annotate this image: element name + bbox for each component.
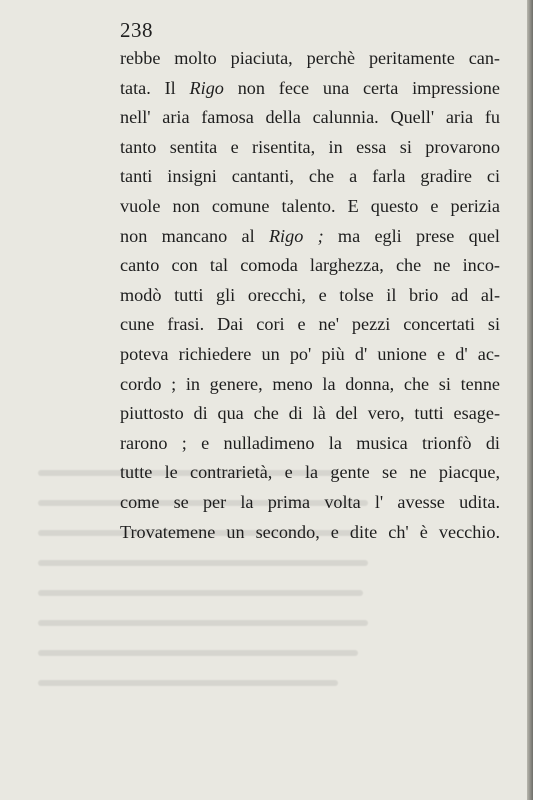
italic-title: Rigo [189, 77, 224, 98]
page-number: 238 [120, 18, 153, 42]
text-line: Trovatemene un secondo, e dite ch' è vecchio. [120, 521, 500, 542]
body-text [120, 44, 500, 547]
text-line: rarono ; e nulladimeno la musica trionfò di [120, 432, 500, 453]
text-line: nell' aria famosa della calunnia. Quell' aria fu [120, 107, 500, 128]
text-line: rebbe molto piaciuta, perchè peritamente can- [120, 48, 500, 68]
italic-title: Rigo ; [268, 225, 324, 246]
text-line: non mancano al Rigo ; ma egli prese quel [120, 225, 500, 246]
text-line: poteva richiedere un po' più d' unione e d' ac- [120, 343, 500, 364]
text-line: modò tutti gli orecchi, e tolse il brio ad al- [120, 284, 500, 305]
text-line: piuttosto di qua che di là del vero, tutti esage- [120, 403, 500, 424]
text-line: canto con tal comoda larghezza, che ne inco- [120, 255, 500, 276]
text-line: tanto sentita e risentita, in essa si provarono [120, 136, 500, 157]
text-line: tutte le contrarietà, e la gente se ne piacque, [120, 462, 500, 483]
text-line: cune frasi. Dai cori e ne' pezzi concertati si [120, 314, 500, 335]
page-edge [527, 0, 533, 800]
text-line: tata. Il Rigo non fece una certa impressione [120, 77, 500, 98]
text-line: tanti insigni cantanti, che a farla gradire ci [120, 166, 500, 187]
text-line: come se per la prima volta l' avesse udita. [120, 491, 500, 512]
text-line: vuole non comune talento. E questo e perizia [120, 195, 500, 216]
text-line: cordo ; in genere, meno la donna, che si tenne [120, 373, 500, 394]
